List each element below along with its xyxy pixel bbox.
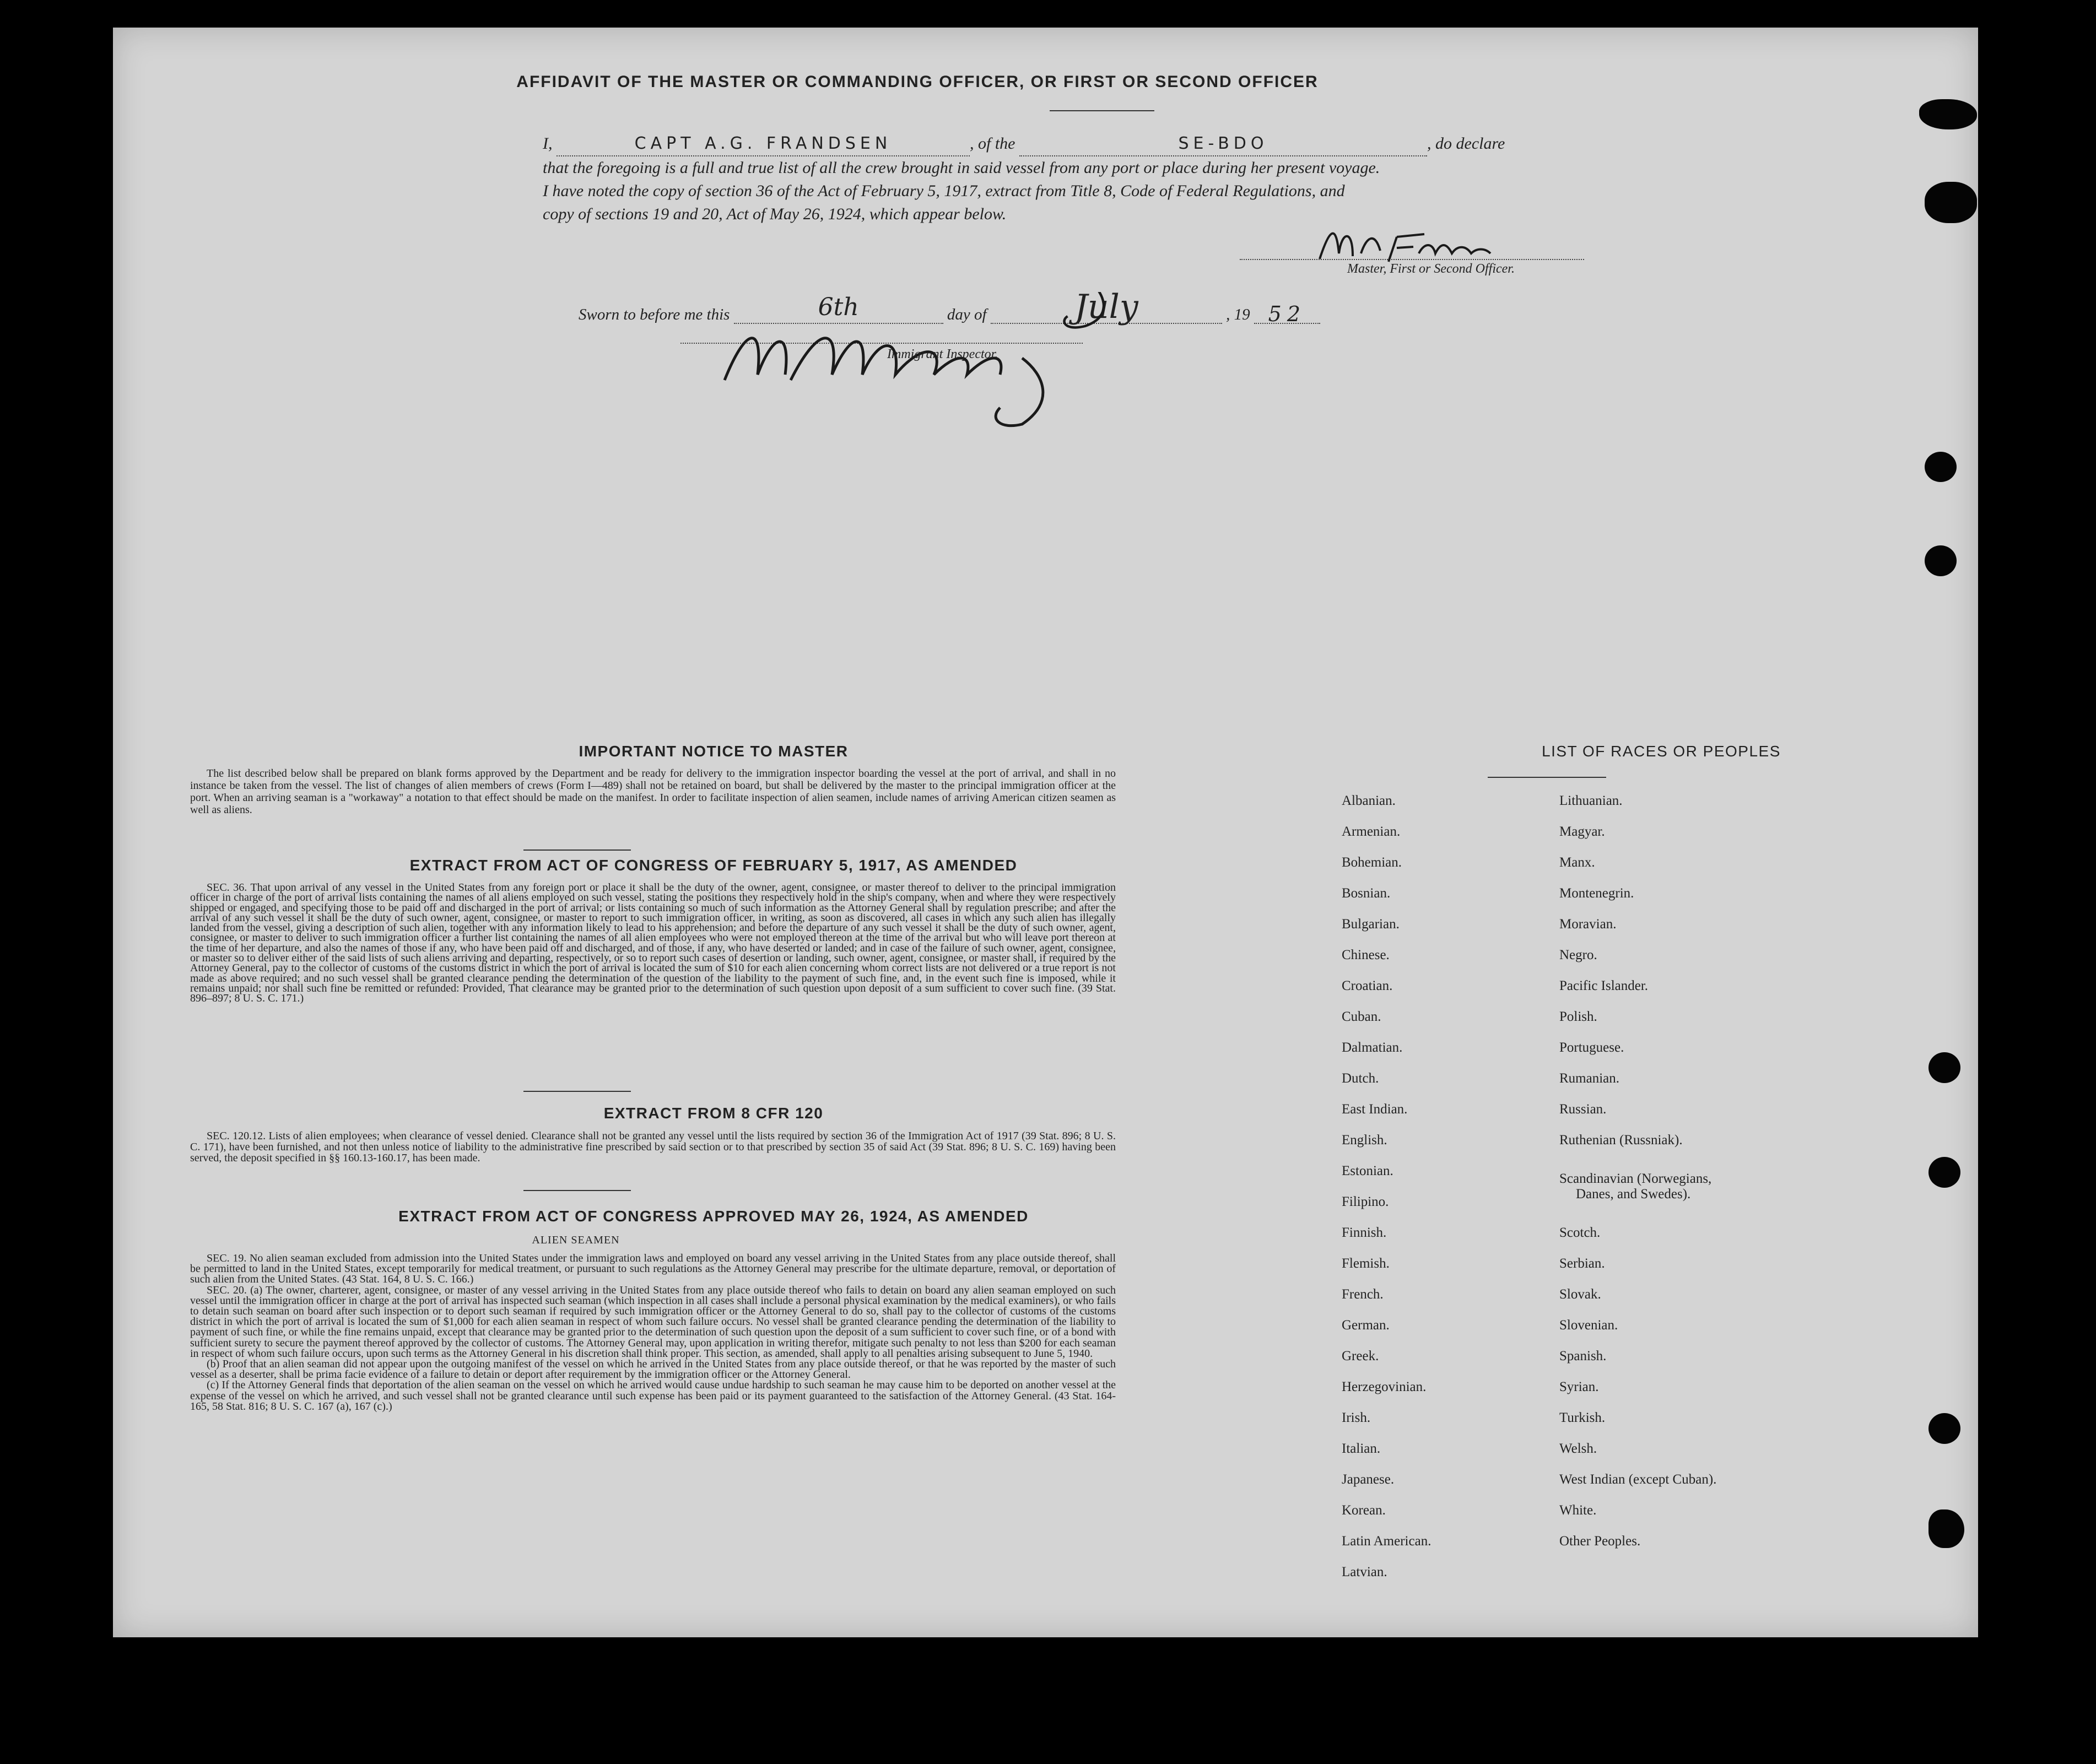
decl-i: I, bbox=[543, 134, 553, 153]
race-item: German. bbox=[1342, 1318, 1390, 1333]
race-item: Irish. bbox=[1342, 1410, 1371, 1425]
race-item: Portuguese. bbox=[1559, 1040, 1624, 1055]
race-item: Flemish. bbox=[1342, 1256, 1390, 1271]
extract-1924-title: EXTRACT FROM ACT OF CONGRESS APPROVED MAY 26, 1924, AS AMENDED bbox=[398, 1208, 1029, 1225]
race-item: Japanese. bbox=[1342, 1472, 1395, 1487]
year-value: 52 bbox=[1268, 302, 1306, 326]
race-item: Latvian. bbox=[1342, 1565, 1387, 1579]
inspector-signature bbox=[714, 292, 1143, 435]
races-divider bbox=[1488, 777, 1606, 778]
divider-3 bbox=[523, 1190, 631, 1191]
decl-do-declare: , do declare bbox=[1427, 134, 1505, 153]
month-value: July bbox=[1074, 288, 1138, 326]
day-of-label: day of bbox=[947, 306, 987, 323]
race-item: Danes, and Swedes). bbox=[1576, 1187, 1691, 1202]
document-page bbox=[113, 28, 1978, 1637]
punch-hole bbox=[1925, 452, 1957, 482]
year-prefix: , 19 bbox=[1226, 306, 1250, 323]
race-item: Bulgarian. bbox=[1342, 917, 1400, 932]
race-item: Bosnian. bbox=[1342, 886, 1391, 901]
race-item: White. bbox=[1559, 1503, 1597, 1518]
decl-of-the: , of the bbox=[970, 134, 1015, 153]
races-right-column bbox=[1559, 793, 1780, 1565]
race-item: Syrian. bbox=[1559, 1379, 1599, 1394]
race-item: Turkish. bbox=[1559, 1410, 1606, 1425]
race-item: Negro. bbox=[1559, 948, 1597, 962]
race-item: Polish. bbox=[1559, 1009, 1597, 1024]
notice-paragraph: The list described below shall be prepared on blank forms approved by the Department and be ready for delivery to the immigration inspector boarding the vessel at the port of arrival, and shall in no instance be taken from the vessel. The list of changes of alien members of crews (Form I—489) shall not be retained on board, but shall be delivered by the master to the principal immigration officer at the port. When an arriving seaman is a "workaway" a notation to that effect should be made on the manifest. In order to facilitate inspection of alien seamen, include names of arriving American citizen seamen as well as aliens. bbox=[190, 767, 1116, 816]
races-title: LIST OF RACES OR PEOPLES bbox=[1542, 743, 1781, 760]
notice-text bbox=[190, 767, 1116, 816]
title-divider bbox=[1050, 110, 1154, 111]
race-item: Croatian. bbox=[1342, 978, 1393, 993]
race-item: Rumanian. bbox=[1559, 1071, 1620, 1086]
race-item: French. bbox=[1342, 1287, 1384, 1302]
race-item: Slovenian. bbox=[1559, 1318, 1618, 1333]
extract-1917-paragraph: SEC. 36. That upon arrival of any vessel in the United States from any foreign port or place it shall be the duty of the owner, agent, consignee, or master thereof to deliver to the principal immigration officer in charge of the port of arrival lists containing the names of all aliens employed on such vessel, stating the positions they respectively hold in the ship's company, when and where they were respectively shipped or engaged, and specifying those to be paid off and discharged in the port of arrival; or lists containing so much of such information as the Attorney General shall by regulation prescribe; and after the arrival of any such vessel it shall be the duty of such owner, agent, consignee, or master to report to such immigration officer, in writing, as soon as discovered, all cases in which any such alien has illegally landed from the vessel, giving a description of such alien, together with any information likely to lead to his apprehension; and before the departure of any such vessel it shall be the duty of such owner, agent, consignee, or master to deliver to such immigration officer a further list containing the names of all alien employees who were not employed thereon at the time of the arrival but who will leave port thereon at the time of her departure, and also the names of those if any, who have been paid off and discharged, and of those, if any, who have deserted or landed; and in case of the failure of such owner, agent, consignee, or master so to deliver either of the said lists of such aliens arriving and departing, respectively, or so to report such cases of desertion or landing, such owner, agent, consignee, or master shall, if required by the Attorney General, pay to the collector of customs of the customs district in which the port of arrival is located the sum of $10 for each alien concerning whom correct lists are not delivered or a true report is not made as above required; and no such vessel shall be granted clearance pending the determination of the question of the liability to the payment of such fine, and, in the event such fine is imposed, while it remains unpaid; nor shall such fine be remitted or refunded: Provided, That clearance may be granted prior to the determination of such question upon deposit of a sum sufficient to cover such fine. (39 Stat. 896–897; 8 U. S. C. 171.) bbox=[190, 881, 1116, 1005]
day-value: 6th bbox=[818, 293, 859, 321]
race-item: Albanian. bbox=[1342, 793, 1396, 808]
race-item: Cuban. bbox=[1342, 1009, 1381, 1024]
race-item: West Indian (except Cuban). bbox=[1559, 1472, 1717, 1487]
sec20b-paragraph: (b) Proof that an alien seaman did not appear upon the outgoing manifest of the vessel on which he arrived in the United States from any place outside thereof, or that he was reported by the master of such vessel as a deserter, shall be prima facie evidence of a failure to detain or deport after requirement by the immigration officer or the Attorney General. bbox=[190, 1358, 1116, 1381]
race-item: Bohemian. bbox=[1342, 855, 1402, 870]
decl-line-3: I have noted the copy of section 36 of the Act of February 5, 1917, extract from Title 8, Code of Federal Regulations, and bbox=[543, 182, 1345, 200]
sec20c-paragraph: (c) If the Attorney General finds that deportation of the alien seaman on the vessel on which he arrived would cause undue hardship to such seaman he may cause him to be deported on another vessel at the expense of the vessel on which he arrived, and such vessel shall not be granted clearance until such expense has been paid or its payment guaranteed to the satisfaction of the Attorney General. (43 Stat. 164-165, 58 Stat. 816; 8 U. S. C. 167 (a), 167 (c).) bbox=[190, 1379, 1116, 1413]
divider-1 bbox=[523, 849, 631, 851]
punch-hole bbox=[1928, 1413, 1960, 1444]
year-field bbox=[1254, 302, 1320, 326]
race-item: Scotch. bbox=[1559, 1225, 1601, 1240]
race-item: Dutch. bbox=[1342, 1071, 1379, 1086]
punch-hole bbox=[1928, 1052, 1960, 1083]
race-item: Montenegrin. bbox=[1559, 886, 1634, 901]
notice-title: IMPORTANT NOTICE TO MASTER bbox=[579, 743, 849, 760]
race-item: Manx. bbox=[1559, 855, 1595, 870]
master-name-field: CAPT A.G. FRANDSEN bbox=[557, 132, 970, 156]
race-item: Herzegovinian. bbox=[1342, 1379, 1427, 1394]
race-item: Serbian. bbox=[1559, 1256, 1605, 1271]
decl-line-2: that the foregoing is a full and true list of all the crew brought in said vessel from any port or place during her present voyage. bbox=[543, 159, 1380, 177]
divider-2 bbox=[523, 1091, 631, 1092]
sworn-label: Sworn to before me this bbox=[579, 306, 730, 323]
race-item: Chinese. bbox=[1342, 948, 1390, 962]
race-item: Scandinavian (Norwegians, bbox=[1559, 1171, 1712, 1186]
race-item: Ruthenian (Russniak). bbox=[1559, 1133, 1683, 1148]
race-item: Latin American. bbox=[1342, 1534, 1431, 1549]
race-item: Magyar. bbox=[1559, 824, 1605, 839]
extract-1917-title: EXTRACT FROM ACT OF CONGRESS OF FEBRUARY 5, 1917, AS AMENDED bbox=[409, 857, 1018, 874]
master-role-label: Master, First or Second Officer. bbox=[1347, 262, 1515, 276]
race-item: Estonian. bbox=[1342, 1164, 1393, 1178]
extract-1917-text bbox=[190, 883, 1116, 1004]
sec19-paragraph: SEC. 19. No alien seaman excluded from admission into the United States under the immigration laws and employed on board any vessel arriving in the United States from any place outside thereof, shall be permitted to land in the United States, except temporarily for medical treatment, or pursuant to such regulations as the Attorney General may prescribe for the ultimate departure, removal, or deportation of such alien from the United States. (43 Stat. 164, 8 U. S. C. 166.) bbox=[190, 1252, 1116, 1286]
punch-hole bbox=[1928, 1509, 1964, 1548]
race-item: Lithuanian. bbox=[1559, 793, 1623, 808]
extract-1924-text bbox=[190, 1253, 1116, 1412]
race-item: Russian. bbox=[1559, 1102, 1607, 1117]
inspector-role-label: Immigrant Inspector. bbox=[887, 347, 998, 361]
races-left-column bbox=[1342, 793, 1562, 1595]
race-item: Moravian. bbox=[1559, 917, 1617, 932]
extract-cfr-paragraph: SEC. 120.12. Lists of alien employees; when clearance of vessel denied. Clearance shall not be granted any vessel until the lists required by section 36 of the Immigration Act of 1917 (39 Stat. 896; 8 U. S. C. 171), have been furnished, and not then unless notice of liability to the administrative fine prescribed by said section or to that prescribed by section 35 of said Act (39 Stat. 896; 8 U. S. C. 169) having been served, the deposit specified in §§ 160.13-160.17, has been made. bbox=[190, 1130, 1116, 1164]
extract-1924-subtitle: ALIEN SEAMEN bbox=[532, 1234, 620, 1246]
race-item: Dalmatian. bbox=[1342, 1040, 1403, 1055]
race-item: Welsh. bbox=[1559, 1441, 1597, 1456]
race-item: English. bbox=[1342, 1133, 1387, 1148]
extract-cfr-title: EXTRACT FROM 8 CFR 120 bbox=[603, 1105, 824, 1122]
race-item: Armenian. bbox=[1342, 824, 1401, 839]
race-item: Other Peoples. bbox=[1559, 1534, 1641, 1549]
punch-hole bbox=[1925, 545, 1957, 576]
vessel-name-field: SE-BDO bbox=[1019, 132, 1427, 156]
affidavit-title: AFFIDAVIT OF THE MASTER OR COMMANDING OFFICER, OR FIRST OR SECOND OFFICER bbox=[516, 73, 1319, 91]
race-item: Greek. bbox=[1342, 1349, 1379, 1363]
sec20a-paragraph: SEC. 20. (a) The owner, charterer, agent, consignee, or master of any vessel arriving in the United States from any place outside thereof who fails to detain on board any alien seaman employed on such vessel until the immigration officer in charge at the port of arrival has inspected such seaman (which inspection in all cases shall include a personal physical examination by the medical examiners), or who fails to detain such seaman on board after such inspection or to deport such seaman if required by such immigration officer or the Attorney General to do so, shall pay to the collector of customs of the customs district in which the port of arrival is located the sum of $1,000 for each alien seaman in respect of whom such failure occurs. No vessel shall be granted clearance pending the determination of the liability to payment of such fine, or while the fine remains unpaid, except that clearance may be granted prior to the determination of such question upon the deposit of a sum sufficient to cover such fine, or of a bond with sufficient surety to secure the payment thereof approved by the collector of customs. The Attorney General may, upon application in writing therefor, mitigate such penalty to not less than $200 for each seaman in respect of whom such failure occurs, upon such terms as the Attorney General in his discretion shall think proper. This section, as amended, shall apply to all penalties arising subsequent to June 5, 1940. bbox=[190, 1284, 1116, 1360]
race-item: East Indian. bbox=[1342, 1102, 1408, 1117]
race-item: Korean. bbox=[1342, 1503, 1386, 1518]
punch-hole bbox=[1928, 1157, 1960, 1188]
decl-line-4: copy of sections 19 and 20, Act of May 26, 1924, which appear below. bbox=[543, 205, 1007, 223]
race-item: Italian. bbox=[1342, 1441, 1381, 1456]
race-item: Finnish. bbox=[1342, 1225, 1387, 1240]
extract-cfr-text bbox=[190, 1130, 1116, 1164]
punch-hole bbox=[1925, 182, 1977, 223]
race-item: Spanish. bbox=[1559, 1349, 1607, 1363]
declaration-text bbox=[543, 132, 1711, 226]
race-item: Pacific Islander. bbox=[1559, 978, 1649, 993]
punch-hole bbox=[1919, 99, 1977, 129]
race-item: Filipino. bbox=[1342, 1194, 1389, 1209]
race-item: Slovak. bbox=[1559, 1287, 1601, 1302]
